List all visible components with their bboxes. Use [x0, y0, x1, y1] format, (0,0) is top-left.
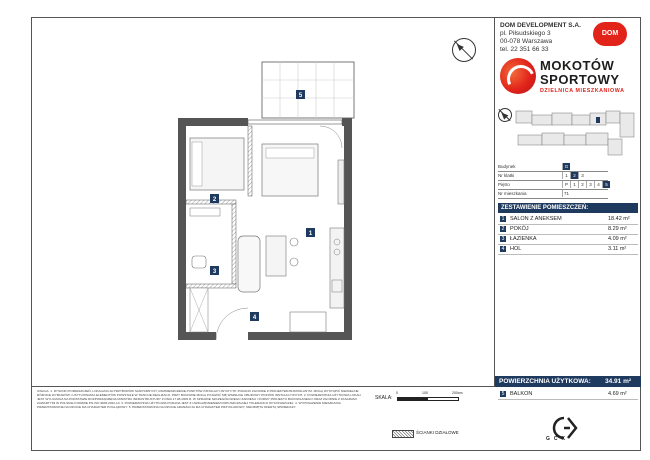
brand-mark-icon	[500, 58, 536, 94]
info-cell: 2	[578, 181, 586, 188]
room-name: ŁAZIENKA	[510, 236, 537, 242]
gck-text: GCK	[546, 436, 570, 442]
brand-logo	[500, 58, 636, 98]
balcony-num: 5	[501, 391, 505, 397]
info-row	[498, 163, 608, 172]
scale-label: SKALA:	[375, 395, 393, 401]
room-num: 3	[501, 236, 505, 242]
info-row-label: Piętro	[498, 182, 510, 187]
apartment-floor-plan	[170, 60, 370, 360]
brand-line-2: SPORTOWY	[540, 72, 620, 87]
rooms-title: ZESTAWIENIE POMIESZCZEŃ:	[498, 203, 638, 213]
dom-logo: DOM	[593, 22, 627, 46]
brand-line-3: DZIELNICA MIESZKANIOWA	[540, 88, 625, 94]
balcony-name: BALKON	[510, 391, 533, 397]
scale-tick-0: 0	[396, 391, 398, 395]
info-cell: 1	[562, 172, 570, 179]
balcony-row	[498, 389, 638, 400]
scale-tick-1: 100	[422, 391, 428, 395]
info-cell: 5	[602, 181, 610, 188]
info-cell: 71	[563, 191, 569, 196]
info-row	[498, 181, 608, 190]
plan-label-balcony: 5	[298, 93, 303, 99]
plan-label-living: 1	[308, 231, 313, 237]
unit-info-table	[498, 163, 608, 199]
room-num: 4	[501, 246, 505, 252]
legal-notes: UWAGA: 1. RYSUNKI POMIESZCZEŃ, LOKALIZACJA PRZYBORÓW SANITARNYCH, ROZMIESZCZENIE PUNKTÓW INSTALACYJNYCH ITP. PODANO ZGODNIE Z PROJEKTEM BUDOWLANYM. MOGĄ WYSTĄPIĆ NIEWIELKIE RÓŻNICE WYMIARÓW I USYTUOWANIA ELEMENTÓW POWSTAŁE W TRAKCIE REALIZACJI. PRZY BUDOWIE MOGĄ POJAWIĆ SIĘ WSZELKIE OBUDOWY PIONÓW INSTALACYJNYCH. 2. POWIERZCHNIA UŻYTKOWA LOKALI JEST WYLICZANA NA PODSTAWIE ROZPORZĄDZENIA MINISTRA INFRASTRUKTURY Z DNIA 17.08.2009 R. W SPRAWIE SZCZEGÓŁOWEGO ZAKRESU I FORMY PROJEKTU BUDOWLANEGO ORAZ ZGODNIE Z ZASADAMI ZAWARTYMI W POLSKIEJ NORMIE PN-ISO 9836:2022-10. 3. POWIERZCHNIA UŻYTKOWA PODANA JEST Z UWZGLĘDNIENIEM DOPUSZCZALNEJ TOLERANCJI WYKONAWCZEJ. 4. WYPOSAŻENIE MIESZKANIA PRZEDSTAWIONE NA RZUCIE MA CHARAKTER POGLĄDOWY. 5. PRZEDSTAWIONA NA RZUCIE ARANŻACJA MA CHARAKTER PRZYKŁADOWY, NIEOBJĘTA OFERTĄ SPRZEDAŻY.	[37, 389, 362, 410]
sidebar-divider	[494, 17, 495, 386]
info-cell: 1	[570, 181, 578, 188]
usable-area-label: POWIERZCHNIA UŻYTKOWA:	[499, 378, 591, 385]
balcony-area: 4.69 m²	[608, 391, 627, 397]
room-row	[498, 244, 638, 255]
unit-highlight	[596, 117, 600, 123]
north-arrow-icon	[452, 38, 476, 62]
plan-label-hall: 4	[252, 315, 257, 321]
info-cell: 4	[594, 181, 602, 188]
room-name: HOL	[510, 246, 522, 252]
plan-label-room: 2	[212, 197, 217, 203]
info-row-label: Budynek	[498, 164, 516, 169]
info-row	[498, 172, 608, 181]
scale-bar	[397, 397, 459, 401]
info-cell: 2	[570, 172, 578, 179]
room-name: SALON Z ANEKSEM	[510, 216, 562, 222]
info-row	[498, 190, 608, 199]
company-street: pl. Piłsudskiego 3	[500, 30, 551, 37]
room-area: 8.29 m²	[608, 226, 627, 232]
brand-line-1: MOKOTÓW	[540, 58, 615, 73]
keyplan-north-arrow-icon	[498, 108, 512, 122]
scale-tick-2: 200cm	[452, 391, 463, 395]
info-cell: G	[562, 163, 570, 170]
building-key-plan	[514, 109, 636, 161]
info-cell: P	[562, 181, 570, 188]
usable-area-bar	[495, 376, 641, 387]
usable-area-value: 34.91 m²	[605, 378, 632, 385]
partition-wall-swatch	[392, 430, 414, 438]
company-info	[500, 22, 581, 54]
company-name: DOM DEVELOPMENT S.A.	[500, 22, 581, 29]
room-area: 3.11 m²	[608, 246, 627, 252]
room-area: 18.42 m²	[608, 216, 630, 222]
room-name: POKÓJ	[510, 226, 529, 232]
company-city: 00-078 Warszawa	[500, 38, 553, 45]
room-area: 4.09 m²	[608, 236, 627, 242]
room-num: 1	[501, 216, 505, 222]
info-cell: 3	[586, 181, 594, 188]
info-row-label: Nr mieszkania	[498, 191, 527, 196]
info-row-label: Nr klatki	[498, 173, 515, 178]
company-phone: tel. 22 351 66 33	[500, 46, 549, 53]
info-cell: 3	[578, 172, 586, 179]
partition-wall-label: ŚCIANKI DZIAŁOWE	[416, 430, 459, 435]
plan-label-bathroom: 3	[212, 269, 217, 275]
room-num: 2	[501, 226, 505, 232]
